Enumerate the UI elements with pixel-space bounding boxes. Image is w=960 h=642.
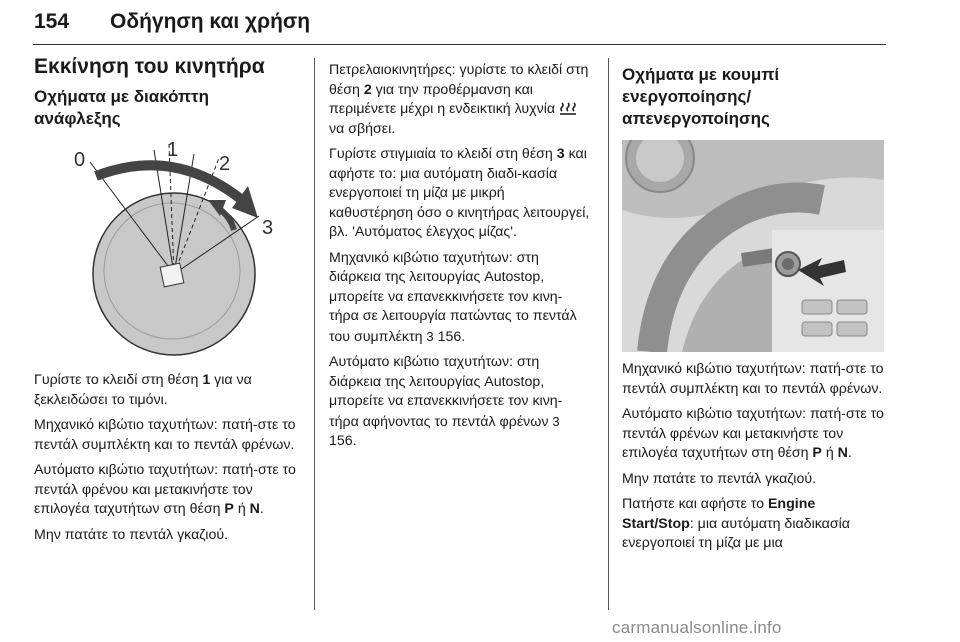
ignition-switch-figure <box>34 138 296 360</box>
paragraph-3: Αυτόματο κιβώτιο ταχυτήτων: πατή-στε το πεντάλ φρένου και μετακινήστε τον επιλογέα ταχυτήτων στη θέση P ή N. <box>34 462 296 517</box>
position-label-0: 0 <box>74 149 86 171</box>
position-label-2: 2 <box>219 153 231 175</box>
paragraph-1: Γυρίστε το κλειδί στη θέση 1 για να ξεκλειδώσει το τιμόνι. <box>34 372 252 408</box>
column-3 <box>622 64 884 560</box>
paragraph-4: Αυτόματο κιβώτιο ταχυτήτων: στη διάρκεια της λειτουργίας Autostop, μπορείτε να επανεκκινήσετε τον κινη-τήρα αφήνοντας το πεντάλ φρένων 3 156. <box>329 354 563 449</box>
watermark: carmanualsonline.info <box>612 618 782 637</box>
paragraph-3: Μην πατάτε το πεντάλ γκαζιού. <box>622 470 817 487</box>
paragraph-3: Μηχανικό κιβώτιο ταχυτήτων: στη διάρκεια της λειτουργίας Autostop, μπορείτε να επανεκκινήσετε τον κινη-τήρα σε λειτουργία πατώντας το πεντάλ του συμπλέκτη 3 156. <box>329 249 577 345</box>
column-divider-2 <box>608 58 609 610</box>
subsection-heading: Οχήματα με διακόπτη ανάφλεξης <box>34 87 210 128</box>
running-title: Οδήγηση και χρήση <box>110 10 311 33</box>
page-reference-icon[interactable]: 3 <box>426 328 434 344</box>
paragraph-1: Μηχανικό κιβώτιο ταχυτήτων: πατή-στε το πεντάλ συμπλέκτη και το πεντάλ φρένων. <box>622 361 884 397</box>
section-heading: Εκκίνηση του κινητήρα <box>34 55 265 78</box>
column-1 <box>34 54 296 551</box>
glow-plug-icon <box>559 101 577 115</box>
paragraph-2: Γυρίστε στιγμιαία το κλειδί στη θέση 3 και αφήστε το: μια αυτόματη διαδι-κασία ενεργοποιεί τη μίζα με μικρή καθυστέρηση όσο ο κινητήρας λειτουργεί, βλ. 'Αυτόματος έλεγχος μίζας'. <box>329 146 590 240</box>
position-label-1: 1 <box>167 139 179 161</box>
paragraph-4: Μην πατάτε το πεντάλ γκαζιού. <box>34 526 229 543</box>
paragraph-1: Πετρελαιοκινητήρες: γυρίστε το κλειδί στη θέση 2 για την προθέρμανση και περιμένετε μέχρι η ενδεικτική λυχνία να σβήσει. <box>329 62 589 137</box>
key-slot <box>160 263 184 287</box>
position-label-3: 3 <box>262 217 274 239</box>
page-number: 154 <box>34 10 70 33</box>
page-reference-icon[interactable]: 3 <box>552 413 560 429</box>
paragraph-2: Αυτόματο κιβώτιο ταχυτήτων: πατή-στε το πεντάλ φρένων και μετακινήστε τον επιλογέα ταχυτήτων στη θέση P ή N. <box>622 406 884 461</box>
paragraph-4: Πατήστε και αφήστε το Engine Start/Stop: μια αυτόματη διαδικασία ενεργοποιεί τη μίζα με μια <box>622 496 850 551</box>
column-2 <box>329 61 591 458</box>
paragraph-2: Μηχανικό κιβώτιο ταχυτήτων: πατή-στε το πεντάλ συμπλέκτη και το πεντάλ φρένων. <box>34 417 296 453</box>
column-divider-1 <box>314 58 315 610</box>
header-rule <box>33 44 886 45</box>
section-heading: Οχήματα με κουμπί ενεργοποίησης/ απενεργοποίησης <box>622 65 780 128</box>
start-stop-button-photo <box>622 140 884 352</box>
